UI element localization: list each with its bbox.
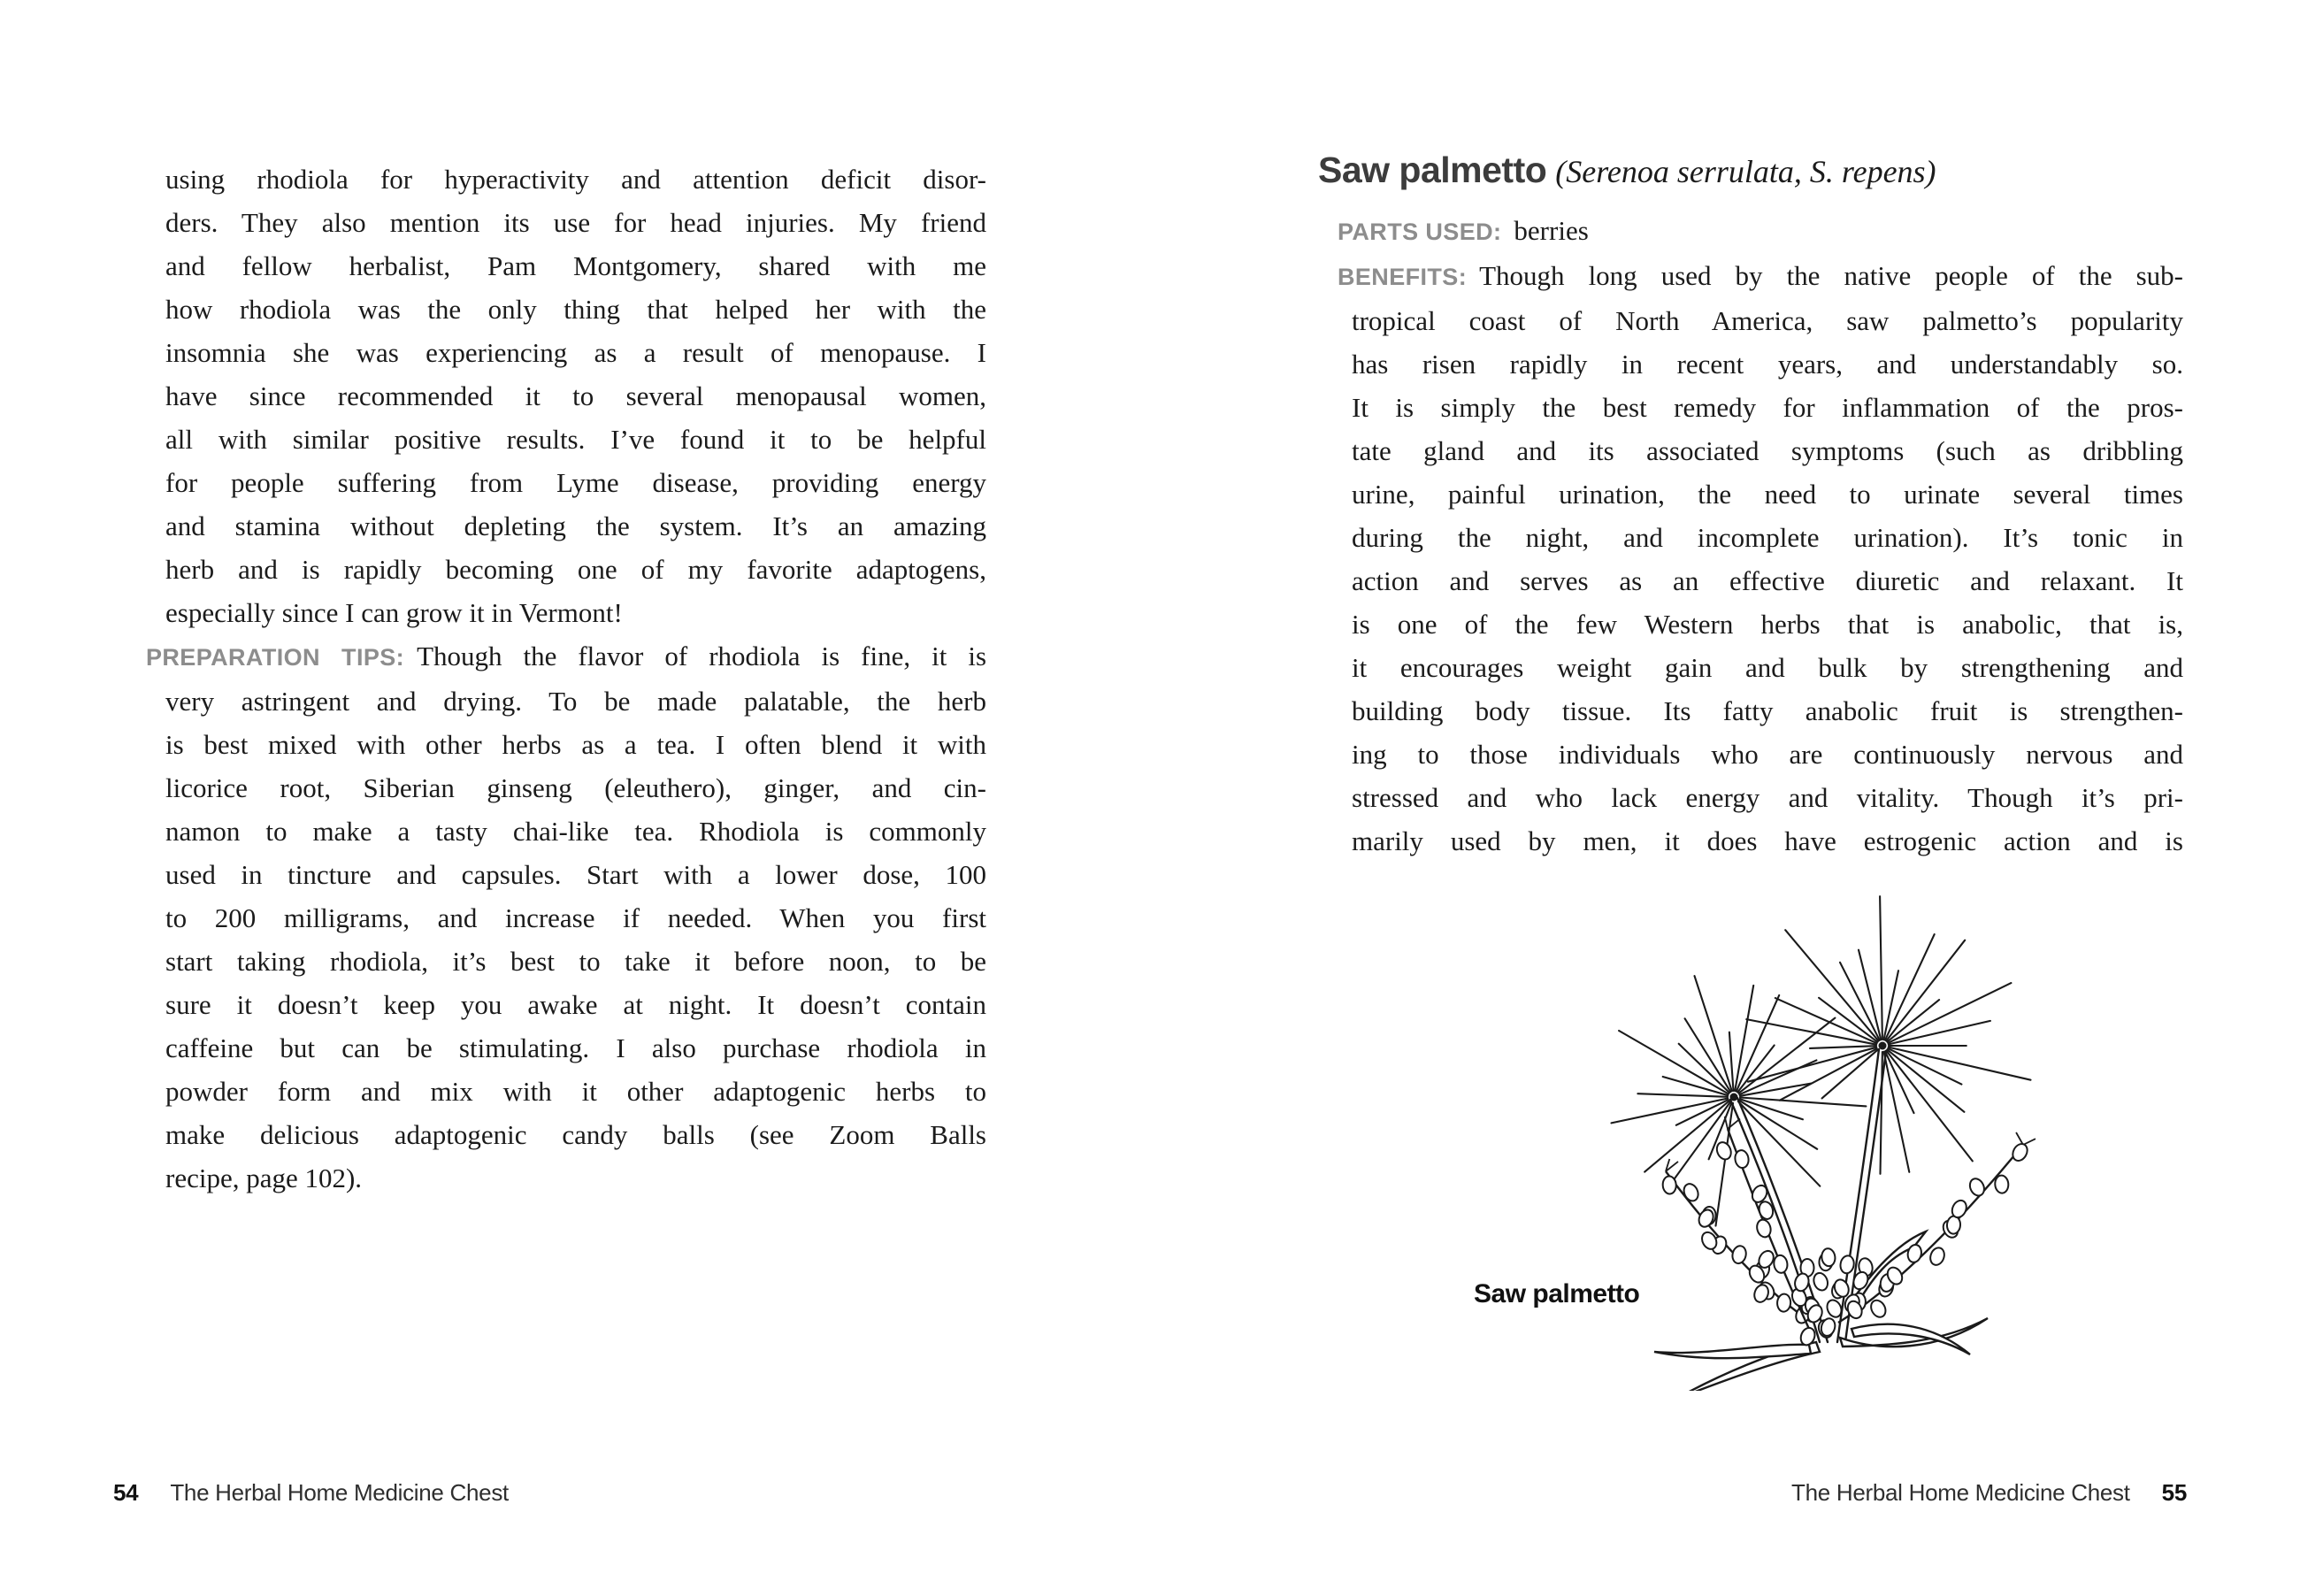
text-line: it encourages weight gain and bulk by strengthening and <box>1352 652 2183 683</box>
text-line: all with similar positive results. I’ve found it to be helpful <box>165 424 986 455</box>
left-page-footer <box>113 1479 509 1507</box>
text-line: urine, painful urination, the need to urinate several times <box>1352 479 2183 510</box>
text-line: sure it doesn’t keep you awake at night. It doesn’t contain <box>165 989 986 1020</box>
text-line: building body tissue. Its fatty anabolic fruit is strengthen- <box>1352 695 2183 726</box>
text-line: have since recommended it to several menopausal women, <box>165 380 986 411</box>
right-page-footer <box>1791 1479 2187 1507</box>
text-line: insomnia she was experiencing as a result of menopause. I <box>165 337 986 368</box>
text-line: for people suffering from Lyme disease, providing energy <box>165 467 986 498</box>
preparation-tips-label: PREPARATION TIPS: <box>146 644 405 671</box>
text-line: licorice root, Siberian ginseng (eleuthero), ginger, and cin- <box>165 772 986 803</box>
rhodiola-continued-paragraph <box>165 157 986 634</box>
text-line: make delicious adaptogenic candy balls (see Zoom Balls <box>165 1119 986 1150</box>
text-line: It is simply the best remedy for inflammation of the pros- <box>1352 392 2183 423</box>
preparation-tips-paragraph <box>146 634 987 1200</box>
text-line: start taking rhodiola, it’s best to take it before noon, to be <box>165 946 986 977</box>
benefits-paragraph <box>1338 254 2183 863</box>
benefits-first-text: Though long used by the native people of the sub- <box>1479 260 2183 291</box>
text-line: is best mixed with other herbs as a tea. I often blend it with <box>165 729 986 760</box>
text-line: marily used by men, it does have estrogenic action and is <box>1352 825 2183 856</box>
left-page-number: 54 <box>113 1479 139 1506</box>
saw-palmetto-illustration <box>1588 895 2119 1391</box>
parts-used-line <box>1338 209 2183 254</box>
parts-used-label: PARTS USED: <box>1338 219 1502 245</box>
benefits-body-lines <box>1352 299 2183 863</box>
text-line: ders. They also mention its use for head injuries. My friend <box>165 207 986 238</box>
species-heading <box>1318 147 1936 202</box>
right-page-number: 55 <box>2161 1479 2187 1506</box>
text-line: how rhodiola was the only thing that helped her with the <box>165 294 986 325</box>
text-line: especially since I can grow it in Vermont! <box>165 597 623 628</box>
text-line: has risen rapidly in recent years, and understandably so. <box>1352 349 2183 380</box>
illustration-caption: Saw palmetto <box>1474 1279 1640 1308</box>
preparation-tips-body-lines <box>165 679 986 1200</box>
text-line: during the night, and incomplete urination). It’s tonic in <box>1352 522 2183 553</box>
text-line: and stamina without depleting the system. It’s an amazing <box>165 510 986 541</box>
text-line: is one of the few Western herbs that is anabolic, that is, <box>1352 609 2183 640</box>
text-line: very astringent and drying. To be made palatable, the herb <box>165 686 986 717</box>
text-line: tate gland and its associated symptoms (such as dribbling <box>1352 435 2183 466</box>
text-line: to 200 milligrams, and increase if needed. When you first <box>165 902 986 933</box>
text-line: namon to make a tasty chai-like tea. Rhodiola is commonly <box>165 816 986 847</box>
species-common-name: Saw palmetto <box>1318 150 1547 190</box>
benefits-first-line <box>1338 254 2183 299</box>
text-line: stressed and who lack energy and vitality. Though it’s pri- <box>1352 782 2183 813</box>
text-line: recipe, page 102). <box>165 1162 363 1193</box>
left-page-text-column <box>146 157 987 1200</box>
left-footer-book-title: The Herbal Home Medicine Chest <box>170 1479 509 1506</box>
text-line: tropical coast of North America, saw palmetto’s popularity <box>1352 305 2183 336</box>
right-footer-book-title: The Herbal Home Medicine Chest <box>1791 1479 2130 1506</box>
text-line: herb and is rapidly becoming one of my favorite adaptogens, <box>165 554 986 585</box>
preparation-tips-first-line <box>146 634 986 679</box>
text-line: caffeine but can be stimulating. I also purchase rhodiola in <box>165 1032 986 1063</box>
text-line: action and serves as an effective diuretic and relaxant. It <box>1352 565 2183 596</box>
parts-used-value: berries <box>1514 215 1589 246</box>
preparation-tips-first-text: Though the flavor of rhodiola is fine, it is <box>417 641 987 671</box>
right-page-text-column <box>1338 209 2183 863</box>
text-line: ing to those individuals who are continuously nervous and <box>1352 739 2183 770</box>
text-line: and fellow herbalist, Pam Montgomery, shared with me <box>165 250 986 281</box>
text-line: used in tincture and capsules. Start with a lower dose, 100 <box>165 859 986 890</box>
text-line: using rhodiola for hyperactivity and attention deficit disor- <box>165 164 986 195</box>
species-latin-name: (Serenoa serrulata, S. repens) <box>1555 154 1936 189</box>
benefits-label: BENEFITS: <box>1338 264 1468 290</box>
text-line: powder form and mix with it other adaptogenic herbs to <box>165 1076 986 1107</box>
